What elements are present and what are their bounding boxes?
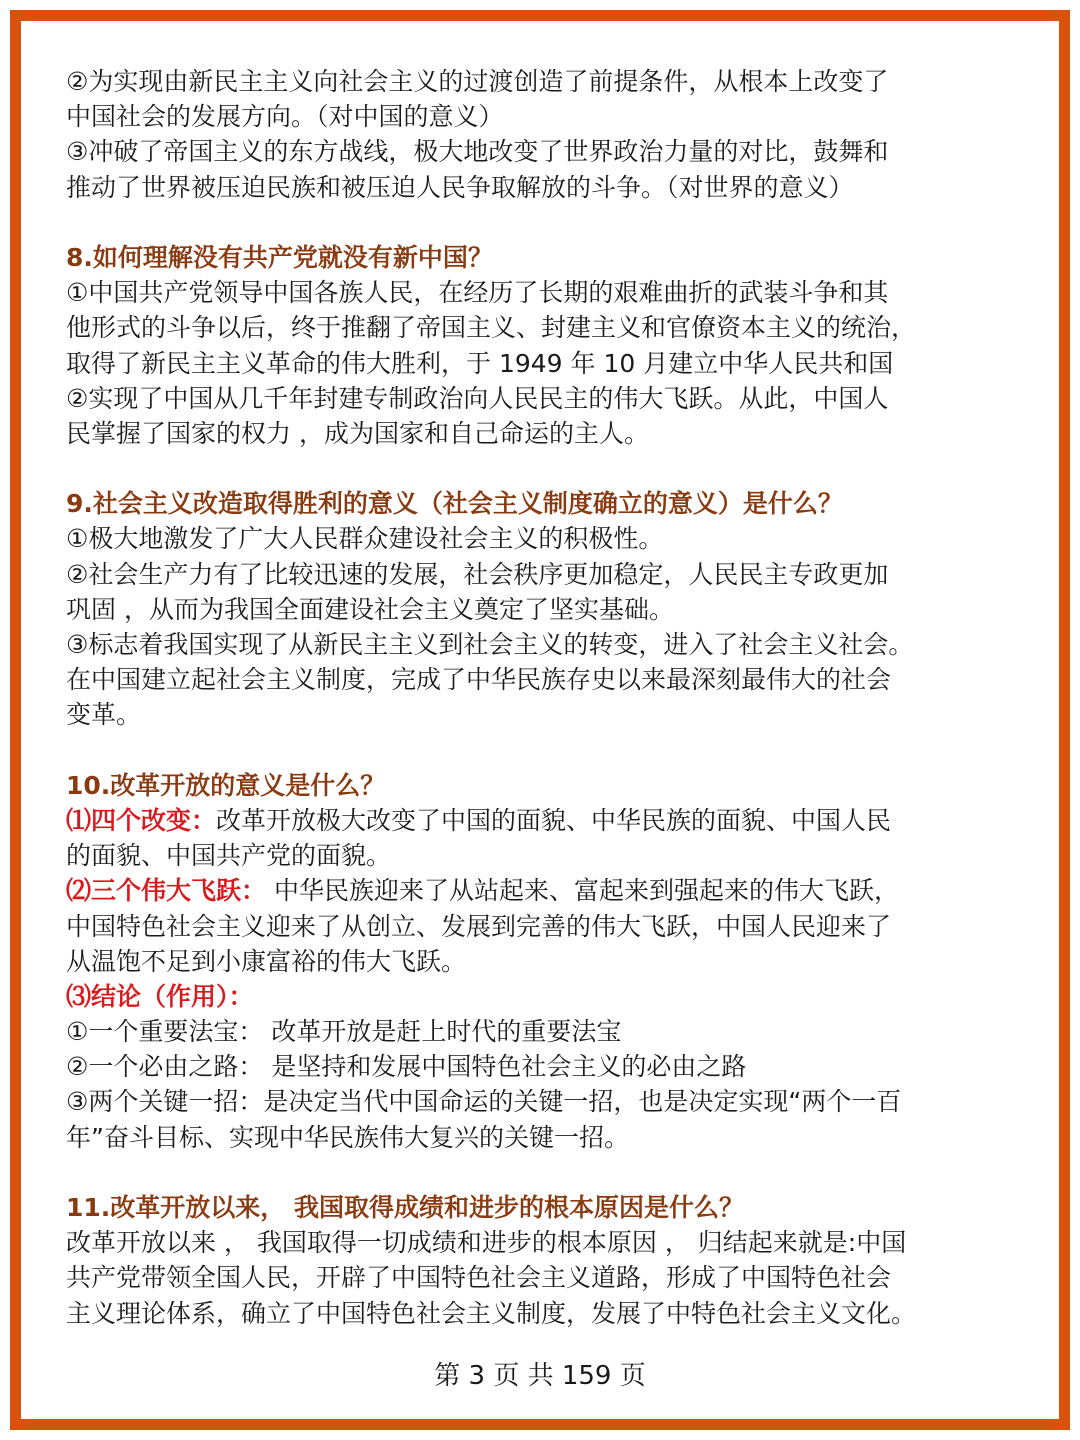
- point-text: 改革开放极大改变了中国的面貌、中华民族的面貌、中国人民: [216, 805, 892, 835]
- text-line: [66, 803, 1026, 838]
- section-gap: [66, 205, 1026, 240]
- section-gap: [66, 1155, 1026, 1190]
- text-line: 变革。: [66, 700, 142, 730]
- section-q10: [66, 768, 1026, 1155]
- text-line: 巩固 ，从而为我国全面建设社会主义奠定了坚实基础。: [66, 594, 674, 624]
- section-gap: [66, 733, 1026, 768]
- text-line: 中国特色社会主义迎来了从创立、发展到完善的伟大飞跃，中国人民迎来了: [66, 911, 892, 941]
- text-line: 年”奋斗目标、实现中华民族伟大复兴的关键一招。: [66, 1122, 629, 1152]
- text-line: 他形式的斗争以后，终于推翻了帝国主义、封建主义和官僚资本主义的统治，: [66, 313, 917, 343]
- text-line: 的面貌、中国共产党的面貌。: [66, 841, 392, 871]
- text-line: ②社会生产力有了比较迅速的发展，社会秩序更加稳定，人民民主专政更加: [66, 559, 889, 589]
- section-q11: [66, 1190, 1026, 1331]
- text-line: ①中国共产党领导中国各族人民，在经历了长期的艰难曲折的武装斗争和其: [66, 278, 889, 308]
- text-line: [66, 873, 1026, 908]
- section-gap: [66, 451, 1026, 486]
- text-line: 在中国建立起社会主义制度，完成了中华民族存史以来最深刻最伟大的社会: [66, 665, 892, 695]
- text-line: 从温饱不足到小康富裕的伟大飞跃。: [66, 946, 467, 976]
- section-q8: [66, 240, 1026, 451]
- text-line: ③两个关键一招：是决定当代中国命运的关键一招，也是决定实现“两个一百: [66, 1087, 902, 1117]
- point-text: 中华民族迎来了从站起来、富起来到强起来的伟大飞跃，: [266, 876, 899, 906]
- point-label: ⑵三个伟大飞跃：: [66, 876, 267, 906]
- question-heading: 9.社会主义改造取得胜利的意义（社会主义制度确立的意义）是什么？: [66, 489, 843, 519]
- text-line: ③标志着我国实现了从新民主主义到社会主义的转变，进入了社会主义社会。: [66, 630, 914, 659]
- text-line: ③冲破了帝国主义的东方战线，极大地改变了世界政治力量的对比，鼓舞和: [66, 137, 889, 167]
- text-line: 民掌握了国家的权力 ，成为国家和自己命运的主人。: [66, 418, 649, 448]
- section-q9: [66, 486, 1026, 732]
- page-number-footer: 第 3 页 共 159 页: [434, 1361, 646, 1391]
- question-heading: 11.改革开放以来， 我国取得成绩和进步的根本原因是什么？: [66, 1193, 744, 1222]
- question-heading: 10.改革开放的意义是什么？: [66, 770, 386, 800]
- text-line: 改革开放以来 ， 我国取得一切成绩和进步的根本原因 ， 归结起来就是:中国: [66, 1228, 907, 1258]
- text-line: 推动了世界被压迫民族和被压迫人民争取解放的斗争。（对世界的意义）: [66, 172, 854, 202]
- question-heading: 8.如何理解没有共产党就没有新中国？: [66, 242, 493, 272]
- text-line: ①极大地激发了广大人民群众建设社会主义的积极性。: [66, 524, 664, 554]
- text-line: ②实现了中国从几千年封建专制政治向人民民主的伟大飞跃。从此，中国人: [66, 383, 889, 413]
- text-line: ①一个重要法宝： 改革开放是赶上时代的重要法宝: [66, 1017, 622, 1047]
- text-line: ②为实现由新民主主义向社会主义的过渡创造了前提条件，从根本上改变了: [66, 67, 889, 96]
- point-label: ⑶结论（作用）：: [66, 981, 254, 1011]
- text-line: 中国社会的发展方向。（对中国的意义）: [66, 102, 504, 132]
- point-label: ⑴四个改变：: [66, 805, 217, 835]
- text-line: 共产党带领全国人民，开辟了中国特色社会主义道路，形成了中国特色社会: [66, 1263, 892, 1293]
- text-line: 取得了新民主主义革命的伟大胜利，于 1949 年 10 月建立中华人民共和国: [66, 348, 894, 378]
- document-body: [66, 64, 1026, 1331]
- text-line: ②一个必由之路： 是坚持和发展中国特色社会主义的必由之路: [66, 1052, 747, 1082]
- text-line: 主义理论体系，确立了中国特色社会主义制度，发展了中特色社会主义文化。: [66, 1298, 917, 1328]
- section-block-1: [66, 64, 1026, 205]
